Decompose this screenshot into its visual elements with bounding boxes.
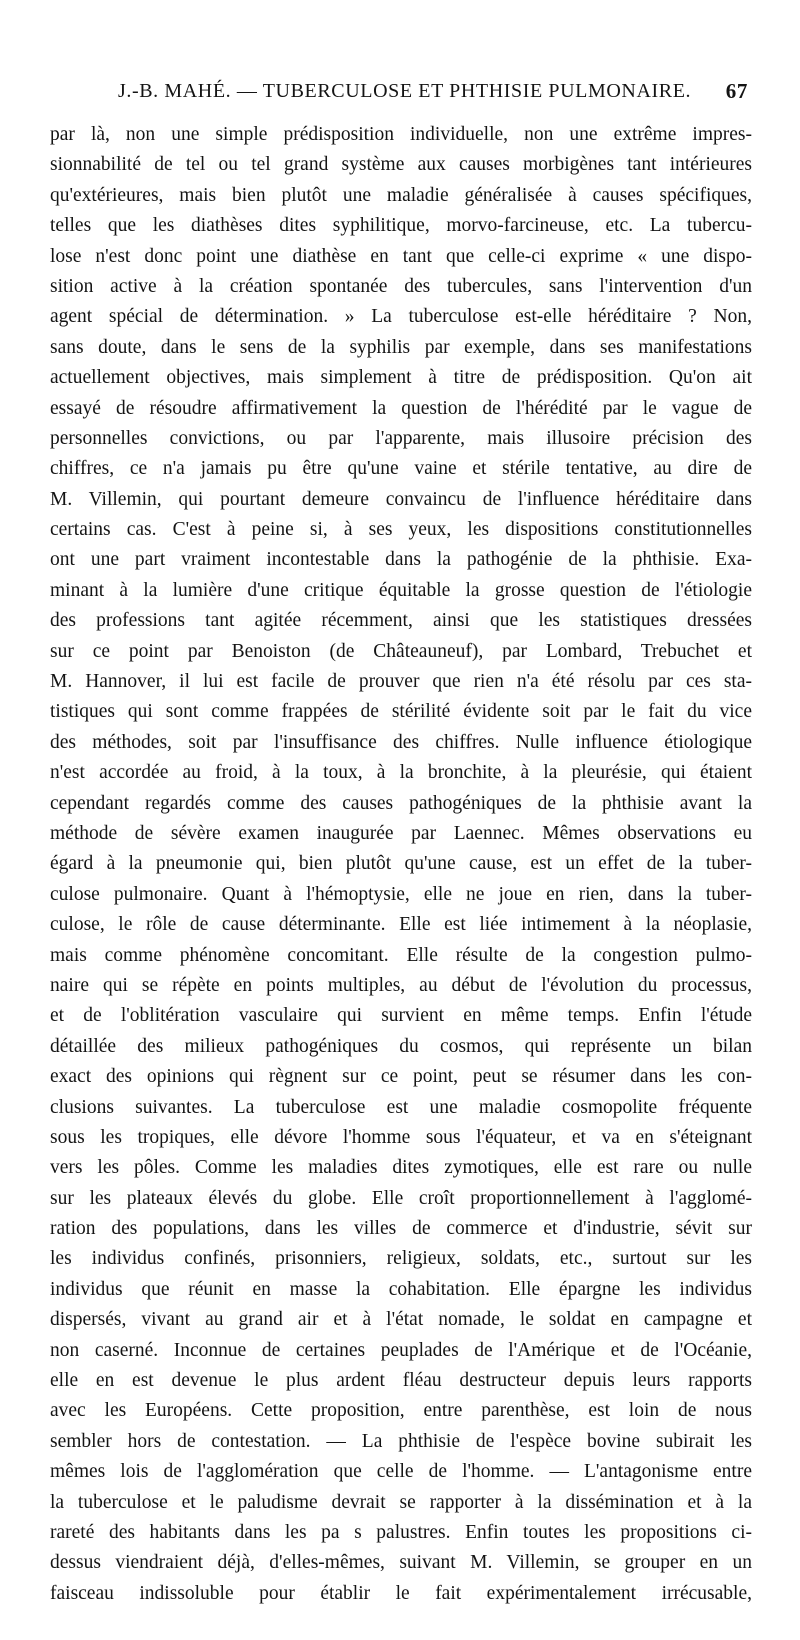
- text-line: lose n'est donc point une diathèse en tant que celle-ci exprime « une dispo-: [50, 245, 752, 267]
- text-line: sur les plateaux élevés du globe. Elle croît proportionnellement à l'agglomé-: [50, 1187, 752, 1209]
- text-line: et de l'oblitération vasculaire qui survient en même temps. Enfin l'étude: [50, 1005, 752, 1027]
- text-line: cependant regardés comme des causes pathogéniques de la phthisie avant la: [50, 792, 752, 814]
- text-line: n'est accordée au froid, à la toux, à la bronchite, à la pleurésie, qui étaient: [50, 762, 752, 784]
- text-line: sur ce point par Benoiston (de Châteauneuf), par Lombard, Trebuchet et: [50, 640, 752, 662]
- text-line: avec les Européens. Cette proposition, entre parenthèse, est loin de nous: [50, 1400, 752, 1422]
- body-text: [50, 120, 752, 1640]
- text-line: M. Villemin, qui pourtant demeure convaincu de l'influence héréditaire dans: [50, 488, 752, 510]
- running-head-title: J.-B. MAHÉ. — TUBERCULOSE ET PHTHISIE PULMONAIRE.: [118, 79, 692, 102]
- page-number: 67: [725, 78, 748, 103]
- text-line: actuellement objectives, mais simplement à titre de prédisposition. Qu'on ait: [50, 367, 752, 389]
- text-line: culose pulmonaire. Quant à l'hémoptysie, elle ne joue en rien, dans la tuber-: [50, 883, 752, 905]
- text-line: égard à la pneumonie qui, bien plutôt qu'une cause, est un effet de la tuber-: [50, 853, 752, 875]
- text-line: mais comme phénomène concomitant. Elle résulte de la congestion pulmo-: [50, 944, 752, 966]
- text-line: détaillée des milieux pathogéniques du cosmos, qui représente un bilan: [50, 1035, 752, 1057]
- text-line: vers les pôles. Comme les maladies dites zymotiques, elle est rare ou nulle: [50, 1157, 752, 1179]
- text-line: sembler hors de contestation. — La phthisie de l'espèce bovine subirait les: [50, 1430, 752, 1452]
- text-line: ration des populations, dans les villes de commerce et d'industrie, sévit sur: [50, 1218, 752, 1240]
- text-line: non caserné. Inconnue de certaines peuplades de l'Amérique et de l'Océanie,: [50, 1339, 752, 1361]
- text-line: méthode de sévère examen inaugurée par Laennec. Mêmes observations eu: [50, 822, 752, 844]
- text-line: dispersés, vivant au grand air et à l'état nomade, le soldat en campagne et: [50, 1309, 752, 1331]
- text-line: certains cas. C'est à peine si, à ses yeux, les dispositions constitutionnelles: [50, 519, 752, 541]
- text-line: les individus confinés, prisonniers, religieux, soldats, etc., surtout sur les: [50, 1248, 752, 1270]
- text-line: ont une part vraiment incontestable dans la pathogénie de la phthisie. Exa-: [50, 549, 752, 571]
- text-line: sans doute, dans le sens de la syphilis par exemple, dans ses manifestations: [50, 336, 752, 358]
- text-line: par là, non une simple prédisposition individuelle, non une extrême impres-: [50, 124, 752, 145]
- text-line: exact des opinions qui règnent sur ce point, peut se résumer dans les con-: [50, 1066, 752, 1088]
- text-line: tistiques qui sont comme frappées de stérilité évidente soit par le fait du vice: [50, 701, 752, 723]
- text-line: sous les tropiques, elle dévore l'homme sous l'équateur, et va en s'éteignant: [50, 1126, 752, 1148]
- text-line: mêmes lois de l'agglomération que celle de l'homme. — L'antagonisme entre: [50, 1461, 752, 1483]
- text-line: personnelles convictions, ou par l'apparente, mais illusoire précision des: [50, 427, 752, 449]
- text-line: essayé de résoudre affirmativement la question de l'hérédité par le vague de: [50, 397, 752, 419]
- text-line: elle en est devenue le plus ardent fléau destructeur depuis leurs rapports: [50, 1370, 752, 1392]
- text-line: sition active à la création spontanée des tubercules, sans l'intervention d'un: [50, 275, 752, 297]
- text-line: naire qui se répète en points multiples, au début de l'évolution du processus,: [50, 974, 752, 996]
- text-line: rareté des habitants dans les pa s palustres. Enfin toutes les propositions ci-: [50, 1521, 752, 1543]
- text-line: des méthodes, soit par l'insuffisance des chiffres. Nulle influence étiologique: [50, 731, 752, 753]
- text-line: la tuberculose et le paludisme devrait se rapporter à la dissémination et à la: [50, 1491, 752, 1513]
- text-line: minant à la lumière d'une critique équitable la grosse question de l'étiologie: [50, 579, 752, 601]
- text-line: faisceau indissoluble pour établir le fait expérimentalement irrécusable,: [50, 1582, 752, 1604]
- text-line: culose, le rôle de cause déterminante. Elle est liée intimement à la néoplasie,: [50, 914, 752, 936]
- text-line: dessus viendraient déjà, d'elles-mêmes, suivant M. Villemin, se grouper en un: [50, 1552, 752, 1574]
- text-line: sionnabilité de tel ou tel grand système aux causes morbigènes tant intérieures: [50, 154, 752, 176]
- text-line: agent spécial de détermination. » La tuberculose est-elle héréditaire ? Non,: [50, 306, 752, 328]
- text-line: [50, 1609, 752, 1639]
- text-line: clusions suivantes. La tuberculose est une maladie cosmopolite fréquente: [50, 1096, 752, 1118]
- text-line: qu'extérieures, mais bien plutôt une maladie généralisée à causes spécifiques,: [50, 184, 752, 206]
- text-line: M. Hannover, il lui est facile de prouver que rien n'a été résolu par ces sta-: [50, 671, 752, 693]
- running-head: [118, 72, 748, 110]
- text-line: telles que les diathèses dites syphilitique, morvo-farcineuse, etc. La tubercu-: [50, 215, 752, 237]
- text-line: des professions tant agitée récemment, ainsi que les statistiques dressées: [50, 610, 752, 632]
- text-line: chiffres, ce n'a jamais pu être qu'une vaine et stérile tentative, au dire de: [50, 458, 752, 480]
- text-line: individus que réunit en masse la cohabitation. Elle épargne les individus: [50, 1278, 752, 1300]
